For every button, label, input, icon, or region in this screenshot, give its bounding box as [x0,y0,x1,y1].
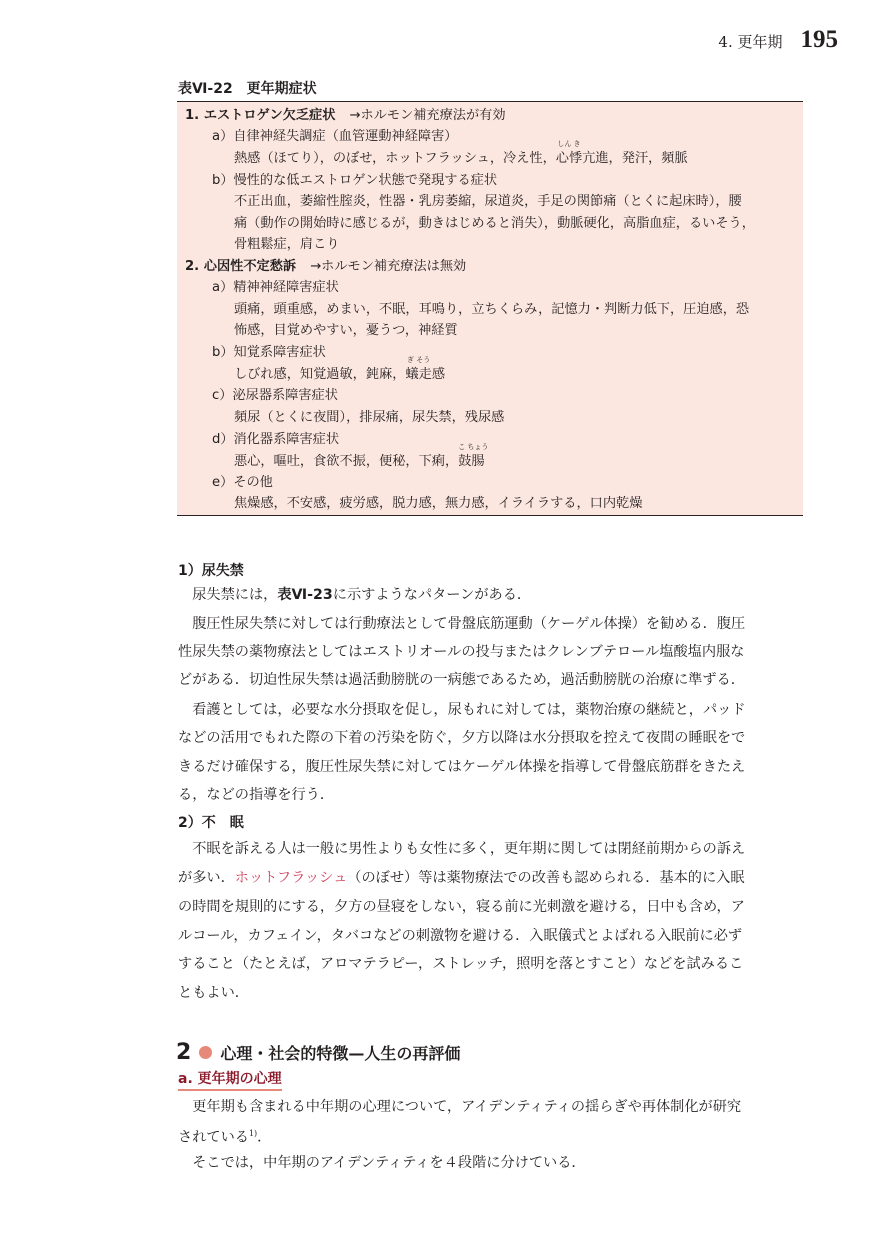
paragraph-line: などの活用でもれた際の下着の汚染を防ぐ，夕方以降は水分摂取を控えて夜間の睡眠をで [178,730,746,746]
table-subitem-2e: e）その他 [212,475,273,490]
major-heading [176,1040,460,1065]
major-heading-number: 2 [176,1040,192,1065]
paragraph-line: 看護としては，必要な水分摂取を促し，尿もれに対しては，薬物治療の継続と，パッド [178,702,746,718]
paragraph-line: ともよい． [178,985,249,1001]
table-desc-1b-line1: 不正出血，萎縮性腟炎，性器・乳房萎縮，尿道炎，手足の関節痛（とくに起床時），腰 [234,194,742,209]
page-number: 195 [800,26,838,53]
ruby-text: こ ちょう [458,443,489,451]
menopause-symptom-table [177,101,803,516]
table-desc-2a-line2: 怖感，目覚めやすい，憂うつ，神経質 [234,323,458,338]
highlight-term: ホットフラッシュ [234,870,348,886]
paragraph-line: 腹圧性尿失禁に対しては行動療法として骨盤底筋運動（ケーゲル体操）を勧める．腹圧 [178,616,746,632]
paragraph-line: 性尿失禁の薬物療法としてはエストリオールの投与またはクレンブテロール塩酸塩内服な [178,644,745,660]
table-desc-2c-line1: 頻尿（とくに夜間），排尿痛，尿失禁，残尿感 [234,410,505,425]
citation-superscript: 1) [248,1129,258,1138]
major-heading-title: 心理・社会的特徴—人生の再評価 [220,1044,461,1063]
table-subitem-2d: d）消化器系障害症状 [212,432,340,447]
paragraph-line: ルコール，カフェイン，タバコなどの刺激物を避ける．入眠儀式とよばれる入眠前に必ず [178,928,743,944]
paragraph-line: る，などの指導を行う． [178,787,335,803]
chapter-title: 4. 更年期 [718,33,783,51]
ruby-gisou: 蟻走 ぎ そう [405,356,432,382]
table-desc-2a-line1: 頭痛，頭重感，めまい，不眠，耳鳴り，立ちくらみ，記憶力・判断力低下，圧迫感，恐 [234,302,750,317]
table-desc-1b-line2: 痛（動作の開始時に感じるが，動きはじめると消失），動脈硬化，高脂血症，るいそう， [234,216,755,231]
table-group-1 [185,107,506,125]
table-subitem-2a: a）精神神経障害症状 [212,280,339,295]
ruby-text: しん き [557,140,581,148]
paragraph-line: きるだけ確保する，腹圧性尿失禁に対してはケーゲル体操を指導して骨盤底筋群をきたえ [178,759,746,775]
table-desc-1b-line3: 骨粗鬆症，肩こり [234,237,340,252]
table-subitem-2c: c）泌尿器系障害症状 [212,388,338,403]
group-2-title: 2. 心因性不定愁訴 [185,259,297,274]
ruby-kochou: 鼓腸 こ ちょう [458,443,489,469]
ruby-text: ぎ そう [407,356,431,364]
group-1-note: →ホルモン補充療法が有効 [349,108,506,123]
table-subitem-1a: a）自律神経失調症（血管運動神経障害） [212,129,458,144]
table-subitem-2b: b）知覚系障害症状 [212,345,326,360]
table-desc-2b-line1: しびれ感，知覚過敏，鈍麻，蟻走 ぎ そう 感 [234,356,445,382]
paragraph-line: が多い．ホットフラッシュ（のぼせ）等は薬物療法での改善も認められる．基本的に入眠 [178,870,745,886]
group-2-note: →ホルモン補充療法は無効 [310,259,467,274]
paragraph-line: の時間を規則的にする，夕方の昼寝をしない，寝る前に光刺激を避ける，日中も含め，ア [178,899,745,915]
table-subitem-1b: b）慢性的な低エストロゲン状態で発現する症状 [212,173,498,188]
table-caption: 表Ⅵ-22 更年期症状 [178,81,317,97]
paragraph-line: どがある．切迫性尿失禁は過活動膀胱の一病態であるため，過活動膀胱の治療に準ずる． [178,672,745,688]
paragraph-line: 不眠を訴える人は一般に男性よりも女性に多く，更年期に関しては閉経前期からの訴え [178,841,746,857]
bullet-circle-icon [199,1046,212,1059]
paragraph-line: 尿失禁には，表Ⅵ-23に示すようなパターンがある． [178,587,532,603]
paragraph-line: そこでは，中年期のアイデンティティを４段階に分けている． [178,1155,586,1171]
table-reference: 表Ⅵ-23 [277,587,333,603]
table-desc-2e-line1: 焦燥感，不安感，疲労感，脱力感，無力感，イライラする，口内乾燥 [234,496,643,511]
group-1-title: 1. エストロゲン欠乏症状 [185,108,336,123]
ruby-shinki: 心悸 しん き [555,140,583,166]
table-desc-2d-line1: 悪心，嘔吐，食欲不振，便秘，下痢，鼓腸 こ ちょう [234,443,489,469]
running-head [718,26,838,54]
section-urinary-incontinence-heading: 1）尿失禁 [178,563,244,579]
section-insomnia-heading: 2）不 眠 [178,815,244,831]
paragraph-line: すること（たとえば，アロマテラピー，ストレッチ，照明を落とすこと）などを試みるこ [178,956,744,972]
subheading-menopause-psychology: a. 更年期の心理 [178,1068,282,1091]
paragraph-line: 更年期も含まれる中年期の心理について，アイデンティティの揺らぎや再体制化が研究 [178,1099,742,1115]
table-group-2 [185,258,466,276]
table-desc-1a-line1: 熱感（ほてり），のぼせ，ホットフラッシュ，冷え性，心悸 しん き 亢進，発汗，頻脈 [234,140,688,166]
paragraph-line: されている$^{1)}$． [178,1129,272,1146]
